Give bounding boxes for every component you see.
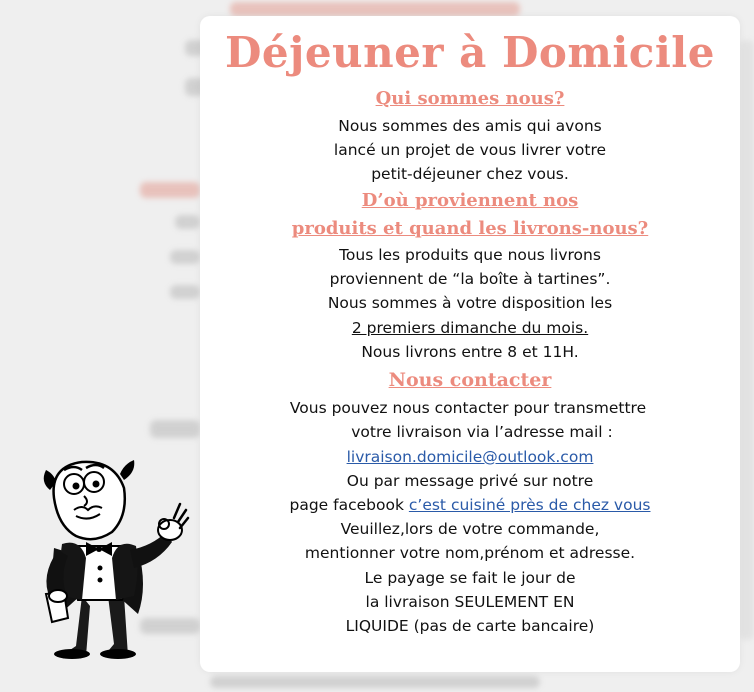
text-line: la livraison SEULEMENT EN (365, 593, 575, 611)
heading-nous-contacter: Nous contacter (388, 369, 552, 391)
facebook-prefix: page facebook (289, 496, 409, 514)
facebook-page-link[interactable]: c’est cuisiné près de chez vous (408, 496, 651, 514)
bg-blur-line (170, 250, 200, 264)
text-line: LIQUIDE (pas de carte bancaire) (345, 617, 595, 635)
page-title: Déjeuner à Domicile (225, 28, 715, 77)
flyer-card (200, 16, 740, 672)
email-line (200, 448, 740, 466)
waiter-ok-gesture-icon (20, 446, 190, 662)
heading-provenance-line2: produits et quand les livrons-nous? (291, 218, 649, 239)
text-line: Vous pouvez nous contacter pour transmettre (289, 399, 647, 417)
text-line: Le payage se fait le jour de (364, 569, 576, 587)
text-line: lancé un projet de vous livrer votre (333, 141, 607, 159)
bg-blur-line (140, 182, 200, 198)
text-line: Ou par message privé sur notre (346, 472, 594, 490)
email-link[interactable]: livraison.domicile@outlook.com (346, 448, 594, 466)
bg-blur-line (210, 676, 540, 688)
text-line: votre livraison via l’adresse mail : (351, 423, 613, 441)
text-line: proviennent de “la boîte à tartines”. (329, 270, 611, 288)
heading-provenance: D’où proviennent nos (361, 190, 579, 211)
text-line: petit-déjeuner chez vous. (371, 165, 569, 183)
text-line: Veuillez,lors de votre commande, (340, 520, 600, 538)
bg-blur-line (150, 420, 200, 438)
text-line: Nous livrons entre 8 et 11H. (361, 343, 579, 361)
text-line: Nous sommes des amis qui avons (338, 117, 602, 135)
facebook-line (200, 496, 740, 514)
bg-blur-line (740, 40, 754, 640)
text-line: Nous sommes à votre disposition les (327, 294, 613, 312)
underlined-dates: 2 premiers dimanche du mois. (351, 319, 589, 337)
text-line: Tous les produits que nous livrons (339, 246, 601, 264)
text-line (200, 319, 740, 337)
bg-blur-line (175, 215, 200, 229)
bg-blur-line (170, 285, 200, 299)
bg-blur-line (230, 2, 520, 16)
text-line: mentionner votre nom,prénom et adresse. (304, 544, 636, 562)
heading-qui-sommes-nous: Qui sommes nous? (375, 88, 565, 109)
